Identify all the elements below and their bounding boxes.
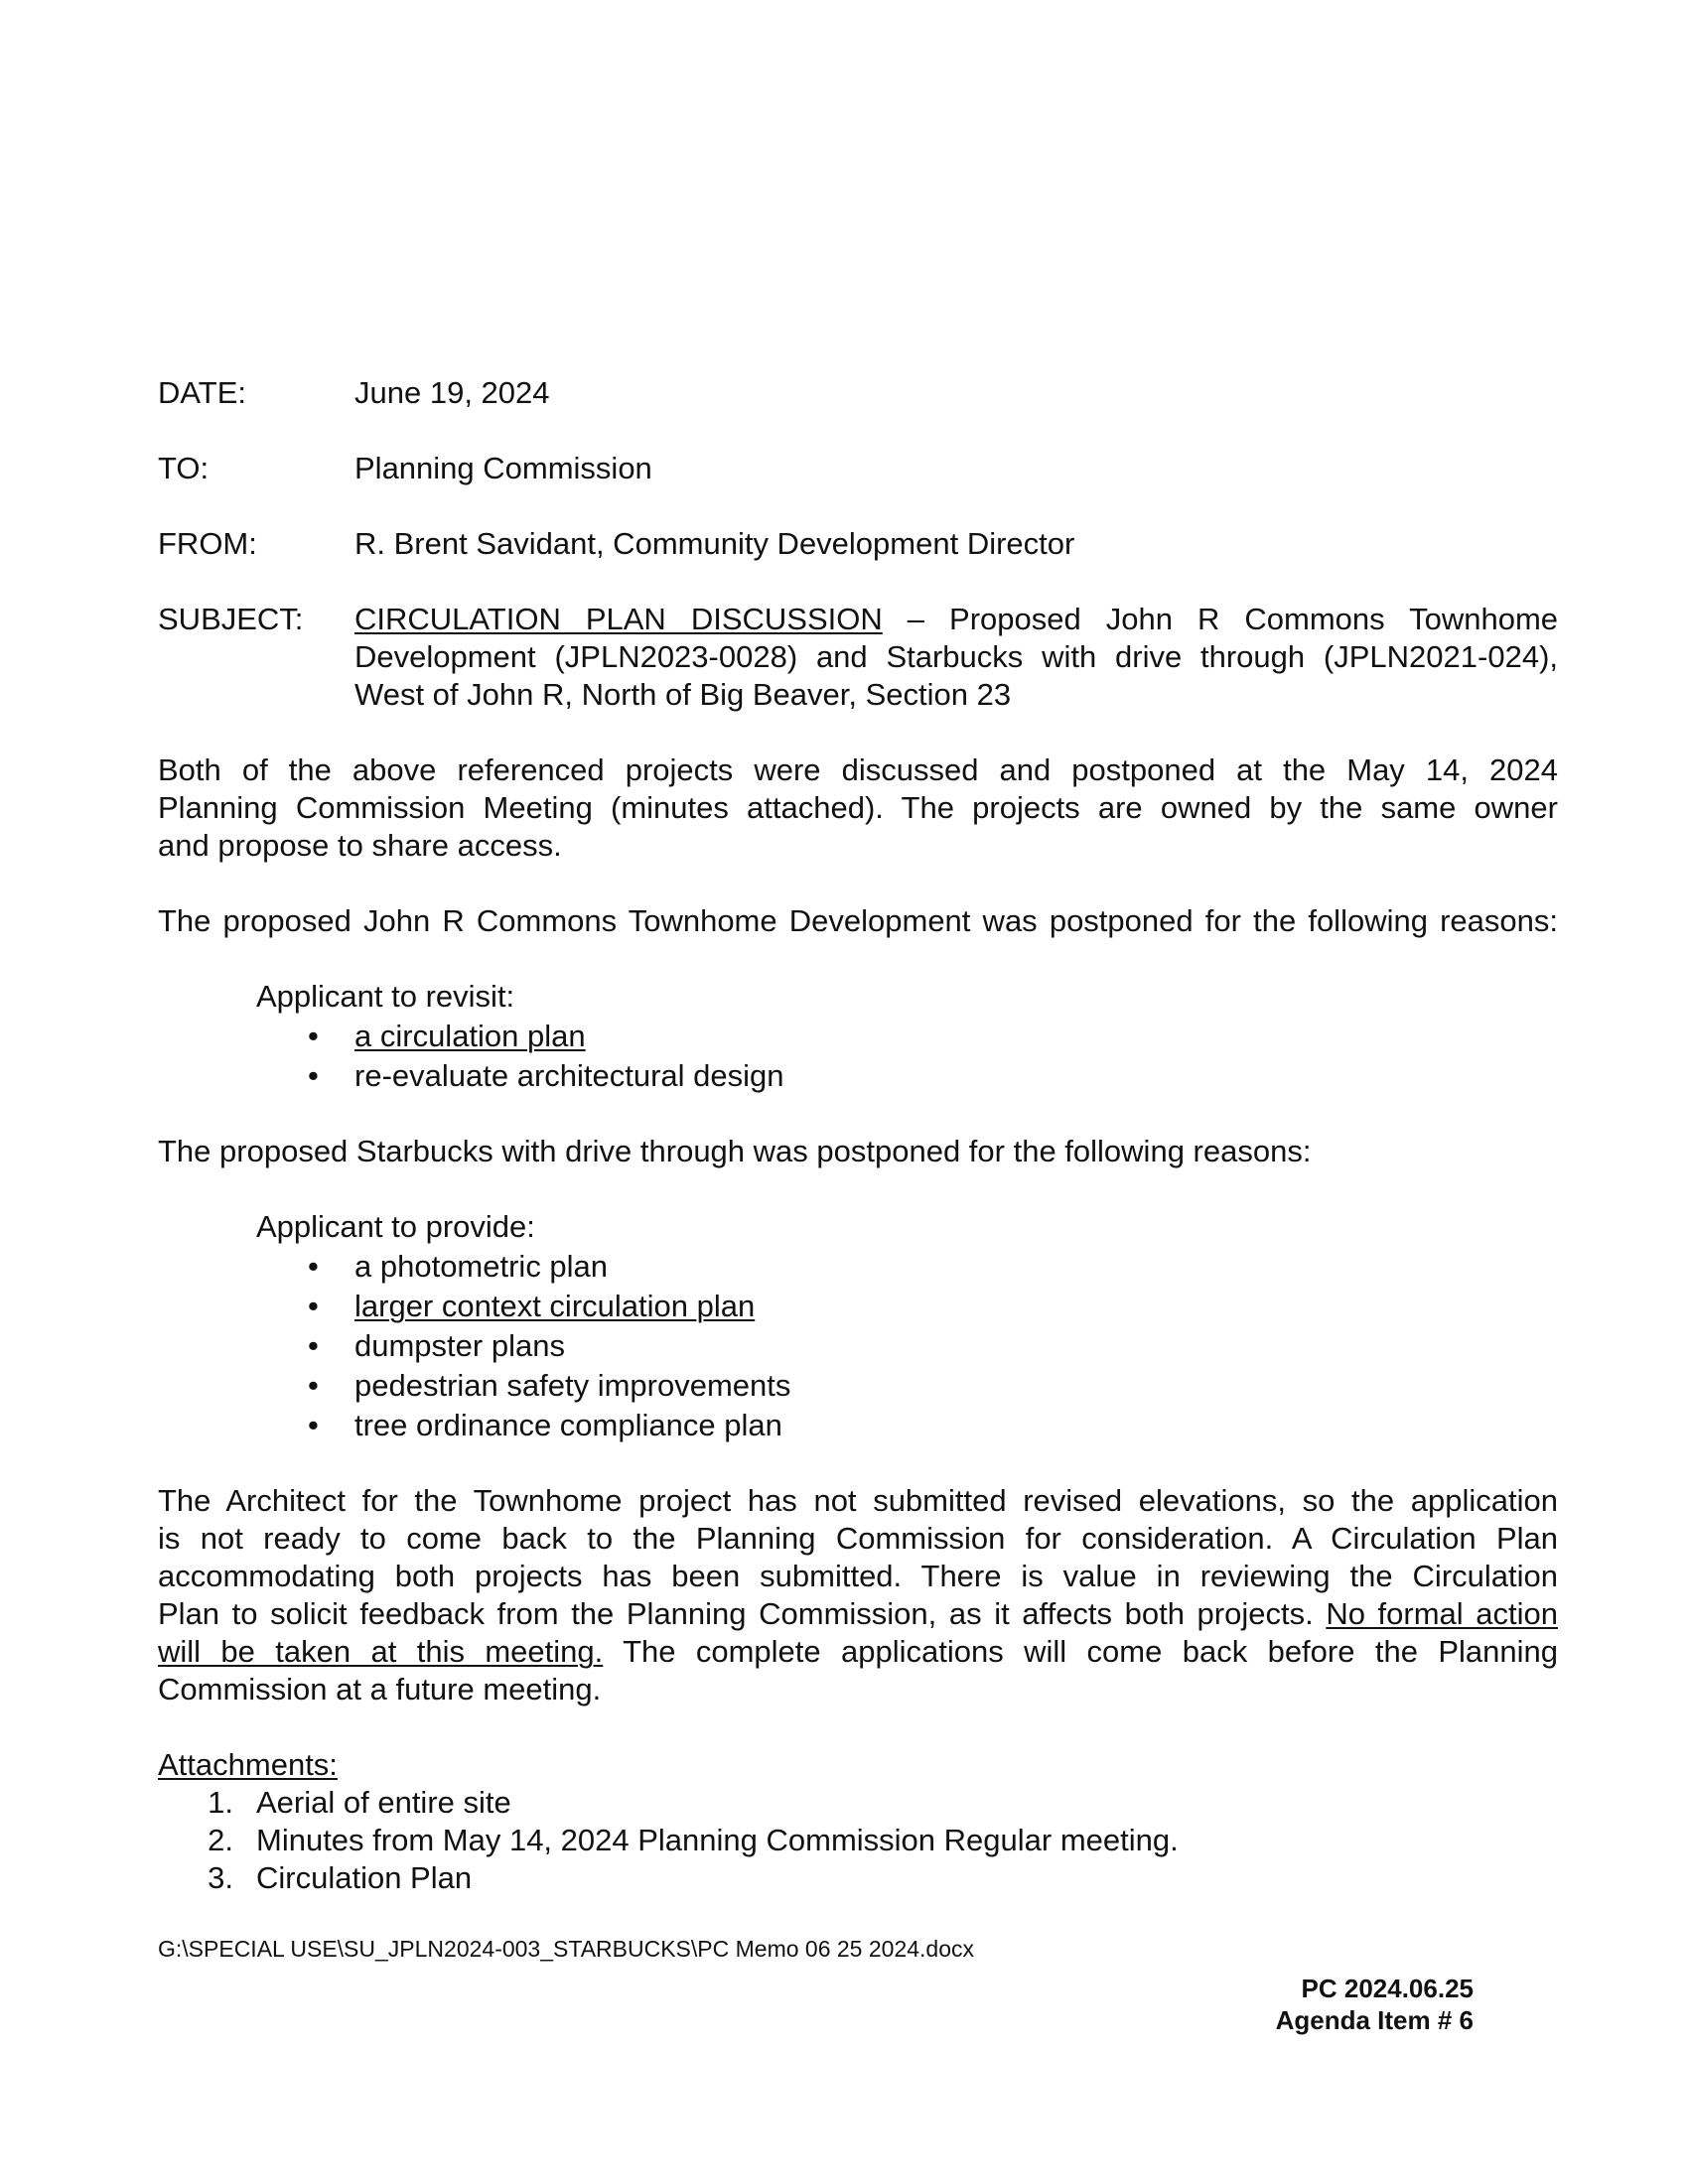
para4-line-5-text: The complete applications will come back before the Planning	[603, 1634, 1558, 1669]
para3: The proposed Starbucks with drive through was postponed for the following reasons:	[158, 1134, 1312, 1168]
subject-line-1	[354, 601, 1558, 638]
list-item	[0, 1057, 1688, 1095]
pc-reference: PC 2024.06.25	[1301, 1974, 1474, 2003]
subject-rest: – Proposed John R Commons Townhome	[882, 602, 1559, 636]
no-formal-action-text: No formal action	[1326, 1596, 1558, 1631]
subject-line-2: Development (JPLN2023-0028) and Starbucks with drive through (JPLN2021-024),	[354, 639, 1558, 674]
para1-line-2: Planning Commission Meeting (minutes attached). The projects are owned by the same owner	[158, 790, 1558, 825]
attachment-number: 1.	[208, 1785, 233, 1820]
subject-label: SUBJECT:	[158, 602, 304, 636]
attachments-heading: Attachments:	[158, 1747, 338, 1782]
para4-line-1: The Architect for the Townhome project has not submitted revised elevations, so the application	[158, 1483, 1558, 1518]
bullet-icon: •	[308, 1368, 319, 1403]
list-item	[0, 1367, 1688, 1405]
subject-line-3: West of John R, North of Big Beaver, Section 23	[354, 677, 1012, 712]
townhome-intro: Applicant to revisit:	[256, 979, 515, 1014]
para4-line-4-text: Plan to solicit feedback from the Planning Commission, as it affects both projects.	[158, 1596, 1327, 1631]
para4-line-4	[158, 1595, 1558, 1633]
para4-line-5	[158, 1633, 1558, 1671]
list-item-text: tree ordinance compliance plan	[354, 1408, 782, 1442]
bullet-icon: •	[308, 1289, 319, 1323]
to-value: Planning Commission	[354, 451, 652, 485]
bullet-icon: •	[308, 1058, 319, 1093]
list-item	[0, 1248, 1688, 1286]
list-item	[0, 1407, 1688, 1444]
list-item-text: re-evaluate architectural design	[354, 1058, 784, 1093]
list-item-text: a photometric plan	[354, 1249, 609, 1284]
list-item	[0, 1784, 1688, 1822]
list-item	[0, 1018, 1688, 1055]
date-value: June 19, 2024	[354, 375, 550, 410]
list-item	[0, 1822, 1688, 1859]
attachment-text: Aerial of entire site	[256, 1785, 511, 1820]
list-item-text: dumpster plans	[354, 1328, 565, 1363]
from-label: FROM:	[158, 526, 257, 561]
para4-line-2: is not ready to come back to the Planning Commission for consideration. A Circulation Plan	[158, 1521, 1558, 1556]
para1-line-3: and propose to share access.	[158, 828, 562, 863]
bullet-icon: •	[308, 1249, 319, 1284]
list-item-text: larger context circulation plan	[354, 1289, 756, 1323]
para2: The proposed John R Commons Townhome Development was postponed for the following reasons:	[158, 903, 1558, 938]
list-item-text: a circulation plan	[354, 1019, 586, 1053]
file-path: G:\SPECIAL USE\SU_JPLN2024-003_STARBUCKS\PC Memo 06 25 2024.docx	[158, 1936, 975, 1962]
starbucks-intro: Applicant to provide:	[256, 1209, 535, 1244]
bullet-icon: •	[308, 1019, 319, 1053]
para4-line-3: accommodating both projects has been submitted. There is value in reviewing the Circulation	[158, 1559, 1558, 1593]
bullet-icon: •	[308, 1328, 319, 1363]
attachment-text: Minutes from May 14, 2024 Planning Commission Regular meeting.	[256, 1823, 1179, 1857]
list-item	[0, 1327, 1688, 1365]
attachment-text: Circulation Plan	[256, 1860, 473, 1895]
list-item	[0, 1859, 1688, 1897]
to-label: TO:	[158, 451, 210, 485]
para4-line-6: Commission at a future meeting.	[158, 1672, 602, 1706]
subject-title: CIRCULATION PLAN DISCUSSION	[354, 602, 883, 636]
no-formal-action-text-cont: will be taken at this meeting.	[158, 1634, 604, 1669]
from-value: R. Brent Savidant, Community Development Director	[354, 526, 1075, 561]
date-label: DATE:	[158, 375, 246, 410]
list-item	[0, 1288, 1688, 1325]
attachment-number: 3.	[208, 1860, 233, 1895]
attachment-number: 2.	[208, 1823, 233, 1857]
para1-line-1: Both of the above referenced projects were discussed and postponed at the May 14, 2024	[158, 752, 1558, 787]
list-item-text: pedestrian safety improvements	[354, 1368, 791, 1403]
bullet-icon: •	[308, 1408, 319, 1442]
agenda-item: Agenda Item # 6	[1275, 2005, 1474, 2035]
